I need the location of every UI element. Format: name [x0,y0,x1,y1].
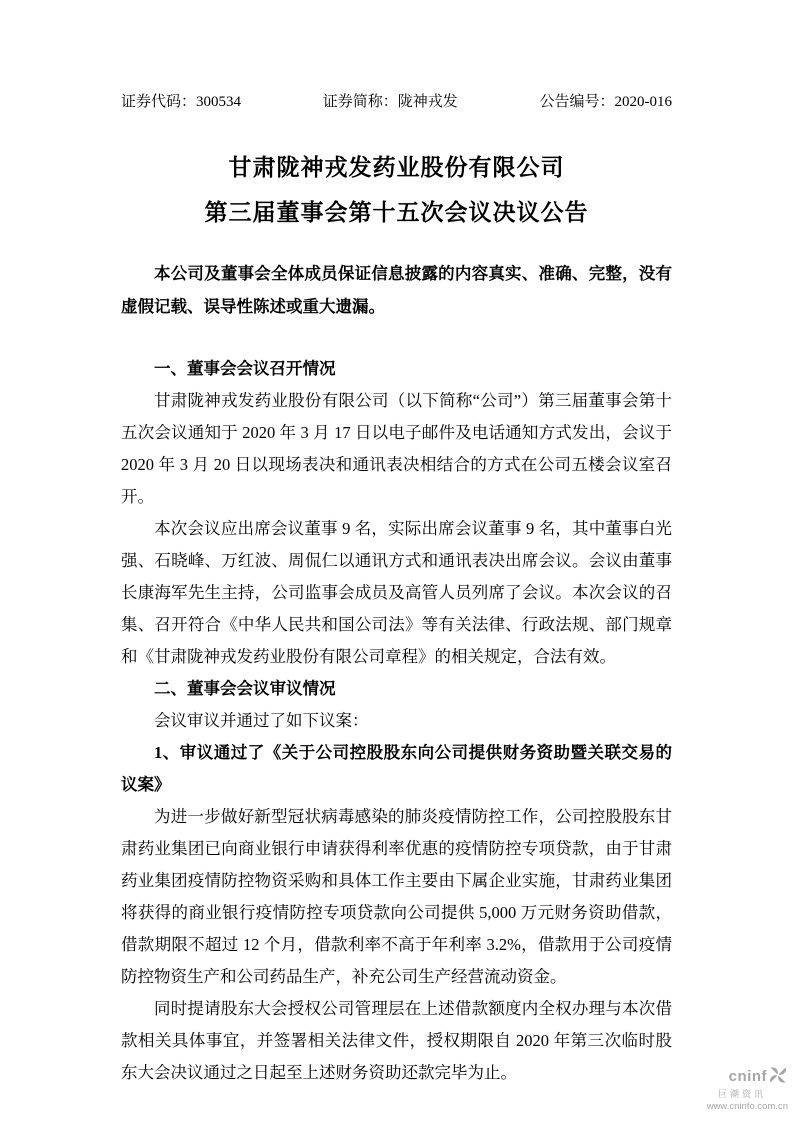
disclosure-notice: 本公司及董事会全体成员保证信息披露的内容真实、准确、完整，没有虚假记载、误导性陈述或重大遗漏。 [121,264,672,316]
stock-code: 证券代码：300534 [121,94,242,110]
section-1-paragraph-2: 本次会议应出席会议董事 9 名，实际出席会议董事 9 名，其中董事白光强、石晓峰、万红波、周侃仁以通讯方式和通讯表决出席会议。会议由董事长康海军先生主持，公司监事会成员及高管人员列席了会议。本次会议的召集、召开符合《中华人民共和国公司法》等有关法律、行政法规、部门规章和《甘肃陇神戎发药业股份有限公司章程》的相关规定，合法有效。 [121,519,672,666]
document-title [121,145,672,235]
section-1-heading: 一、董事会会议召开情况 [154,359,336,378]
cninfo-url: www.cninfo.com.cn [706,1100,788,1112]
cninfo-watermark [707,1066,788,1112]
cninfo-brand-text: cninf [728,1068,767,1086]
stock-short-name: 证券简称：陇神戎发 [322,94,458,110]
resolution-item-1-paragraph-1: 为进一步做好新型冠状病毒感染的肺炎疫情防控工作，公司控股股东甘肃药业集团已向商业银行申请获得利率优惠的疫情防控专项贷款，由于甘肃药业集团疫情防控物资采购和具体工作主要由下属企业实施，甘肃药业集团将获得的商业银行疫情防控专项贷款向公司提供 5,000 万元财务资助借款，借款期限不超过 12 个月，借款利率不高于年利率 3.2%，借款用于公司疫情防控物资生产和公司药品生产，补充公司生产经营流动资金。 [121,807,672,986]
section-2-intro: 会议审议并通过了如下议案： [154,711,369,730]
document-content [121,0,672,1089]
resolution-item-1-heading: 1、审议通过了《关于公司控股股东向公司提供财务资助暨关联交易的议案》 [121,743,672,794]
resolution-item-1-paragraph-2: 同时提请股东大会授权公司管理层在上述借款额度内全权办理与本次借款相关具体事宜，并签署相关法律文件，授权期限自 2020 年第三次临时股东大会决议通过之日起至上述财务资助还款完毕为止。 [121,999,672,1082]
announcement-number: 公告编号：2020-016 [539,94,672,110]
title-line-company: 甘肃陇神戎发药业股份有限公司 [228,155,565,180]
section-1-paragraph-1: 甘肃陇神戎发药业股份有限公司（以下简称“公司”）第三届董事会第十五次会议通知于 2020 年 3 月 17 日以电子邮件及电话通知方式发出，会议于 2020 年 3 月 20 日以现场表决和通讯表决相结合的方式在公司五楼会议室召开。 [121,391,672,506]
announcement-header [121,92,672,113]
cninfo-pinwheel-icon [768,1066,788,1089]
title-line-meeting: 第三届董事会第十五次会议决议公告 [204,200,589,225]
document-body [121,353,672,1089]
cninfo-chinese-name: 巨潮资讯 [717,1088,766,1099]
cninfo-brand-row [707,1066,788,1089]
section-2-heading: 二、董事会会议审议情况 [154,679,336,698]
